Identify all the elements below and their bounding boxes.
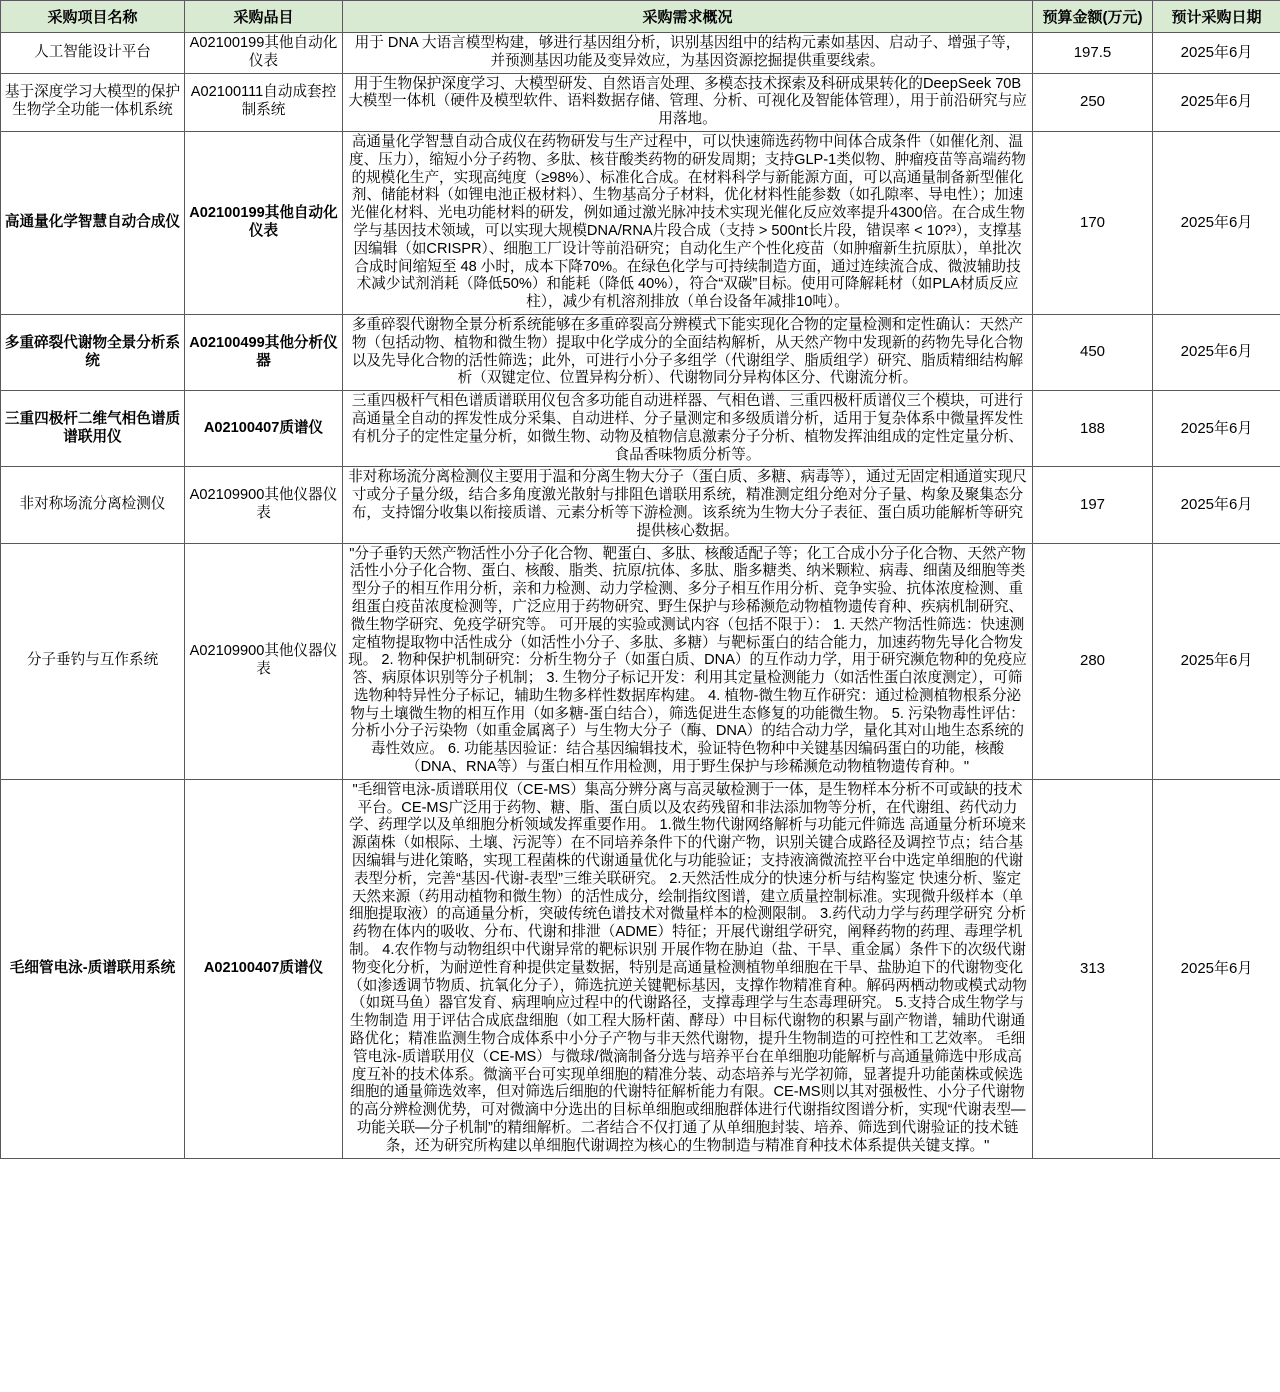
cell-date: 2025年6月 — [1153, 391, 1280, 467]
cell-item-code: A02100407质谱仪 — [185, 779, 343, 1158]
table-row — [1, 131, 1280, 314]
table-body — [1, 33, 1280, 1159]
cell-requirement: 高通量化学智慧自动合成仪在药物研发与生产过程中，可以快速筛选药物中间体合成条件（如催化剂、温度、压力），缩短小分子药物、多肽、核苷酸类药物的研发周期；支持GLP-1类似物、肿瘤疫苗等高端药物的规模化生产，实现高纯度（≥98%）、标准化合成。在材料科学与新能源方面，可以高通量制备新型催化剂、储能材料（如锂电池正极材料）、生物基高分子材料，优化材料性能参数（如孔隙率、导电性）；加速光催化材料、光电功能材料的研发，例如通过激光脉冲技术实现光催化反应效率提升4300倍。在合成生物学与基因技术领域，可以实现大规模DNA/RNA片段合成（支持 > 500nt长片段，错误率 < 10?³），支撑基因编辑（如CRISPR）、细胞工厂设计等前沿研究；自动化生产个性化疫苗（如肿瘤新生抗原肽），单批次合成时间缩短至 48 小时，成本下降70%。在绿色化学与可持续制造方面，通过连续流合成、微波辅助技术减少试剂消耗（降低50%）和能耗（降低 40%），符合“双碳”目标。使用可降解耗材（如PLA材质反应柱），减少有机溶剂排放（单台设备年减排10吨）。 — [343, 131, 1033, 314]
col-header-requirement: 采购需求概况 — [343, 1, 1033, 33]
table-row — [1, 779, 1280, 1158]
cell-project-name: 多重碎裂代谢物全景分析系统 — [1, 314, 185, 390]
cell-budget: 197.5 — [1033, 33, 1153, 74]
cell-budget: 450 — [1033, 314, 1153, 390]
table-row — [1, 33, 1280, 74]
cell-date: 2025年6月 — [1153, 543, 1280, 779]
cell-project-name: 基于深度学习大模型的保护生物学全功能一体机系统 — [1, 73, 185, 131]
cell-project-name: 三重四极杆二维气相色谱质谱联用仪 — [1, 391, 185, 467]
col-header-project-name: 采购项目名称 — [1, 1, 185, 33]
table-row — [1, 543, 1280, 779]
cell-item-code: A02100199其他自动化仪表 — [185, 33, 343, 74]
col-header-budget: 预算金额(万元) — [1033, 1, 1153, 33]
table-row — [1, 73, 1280, 131]
cell-budget: 197 — [1033, 467, 1153, 543]
cell-project-name: 非对称场流分离检测仪 — [1, 467, 185, 543]
table-row — [1, 391, 1280, 467]
cell-item-code: A02109900其他仪器仪表 — [185, 467, 343, 543]
cell-budget: 170 — [1033, 131, 1153, 314]
cell-project-name: 毛细管电泳-质谱联用系统 — [1, 779, 185, 1158]
cell-date: 2025年6月 — [1153, 314, 1280, 390]
col-header-date: 预计采购日期 — [1153, 1, 1280, 33]
cell-requirement: 用于 DNA 大语言模型构建，够进行基因组分析，识别基因组中的结构元素如基因、启动子、增强子等，并预测基因功能及变异效应，为基因资源挖掘提供重要线索。 — [343, 33, 1033, 74]
cell-budget: 313 — [1033, 779, 1153, 1158]
cell-date: 2025年6月 — [1153, 131, 1280, 314]
cell-requirement: "毛细管电泳-质谱联用仪（CE-MS）集高分辨分离与高灵敏检测于一体，是生物样本分析不可或缺的技术平台。CE-MS广泛用于药物、糖、脂、蛋白质以及农药残留和非法添加物等分析，在代谢组、药代动力学、药理学以及单细胞分析领域发挥重要作用。 1.微生物代谢网络解析与功能元件筛选 高通量分析环境来源菌株（如根际、土壤、污泥等）在不同培养条件下的代谢产物，识别关键合成路径及调控节点；结合基因编辑与进化策略，实现工程菌株的代谢通量优化与功能验证；支持液滴微流控平台中选定单细胞的代谢表型分析，完善“基因-代谢-表型”三维关联研究。 2.天然活性成分的快速分析与结构鉴定 快速分析、鉴定天然来源（药用动植物和微生物）的活性成分，绘制指纹图谱，建立质量控制标准。实现微升级样本（单细胞提取液）的高通量分析，突破传统色谱技术对微量样本的检测限制。 3.药代动力学与药理学研究 分析药物在体内的吸收、分布、代谢和排泄（ADME）特征；开展代谢组学研究，阐释药物的药理、毒理学机制。 4.农作物与动物组织中代谢异常的靶标识别 开展作物在胁迫（盐、干旱、重金属）条件下的次级代谢物变化分析，为耐逆性育种提供定量数据，特别是高通量检测植物单细胞在干旱、盐胁迫下的代谢物变化（如渗透调节物质、抗氧化分子），筛选抗逆关键靶标基因，支撑作物精准育种。解码两栖动物或模式动物（如斑马鱼）器官发育、病理响应过程中的代谢路径，支撑毒理学与生态毒理研究。 5.支持合成生物学与生物制造 用于评估合成底盘细胞（如工程大肠杆菌、酵母）中目标代谢物的积累与副产物谱，辅助代谢通路优化；精准监测生物合成体系中小分子产物与非天然代谢物，提升生物制造的可控性和工艺效率。 毛细管电泳-质谱联用仪（CE-MS）与微球/微滴制备分选与培养平台在单细胞功能解析与高通量筛选中形成高度互补的技术体系。微滴平台可实现单细胞的精准分装、动态培养与光学初筛，显著提升功能菌株或候选细胞的通量筛选效率，但对筛选后细胞的代谢特征解析能力有限。CE-MS则以其对强极性、小分子代谢物的高分辨检测优势，可对微滴中分选出的目标单细胞或细胞群体进行代谢指纹图谱分析，实现“代谢表型—功能关联—分子机制”的精细解析。二者结合不仅打通了从单细胞封装、培养、筛选到代谢验证的技术链条，还为研究所构建以单细胞代谢调控为核心的生物制造与精准育种技术体系提供关键支撑。" — [343, 779, 1033, 1158]
cell-requirement: 用于生物保护深度学习、大模型研发、自然语言处理、多模态技术探索及科研成果转化的DeepSeek 70B大模型一体机（硬件及模型软件、语料数据存储、管理、分析、可视化及智能体管理），用于前沿研究与应用落地。 — [343, 73, 1033, 131]
cell-date: 2025年6月 — [1153, 467, 1280, 543]
cell-project-name: 人工智能设计平台 — [1, 33, 185, 74]
cell-item-code: A02109900其他仪器仪表 — [185, 543, 343, 779]
cell-budget: 188 — [1033, 391, 1153, 467]
cell-budget: 250 — [1033, 73, 1153, 131]
col-header-item-code: 采购品目 — [185, 1, 343, 33]
cell-item-code: A02100407质谱仪 — [185, 391, 343, 467]
cell-budget: 280 — [1033, 543, 1153, 779]
table-row — [1, 314, 1280, 390]
cell-item-code: A02100111自动成套控制系统 — [185, 73, 343, 131]
cell-requirement: 非对称场流分离检测仪主要用于温和分离生物大分子（蛋白质、多糖、病毒等），通过无固定相通道实现尺寸或分子量分级，结合多角度激光散射与排阻色谱联用系统，精准测定组分绝对分子量、构象及聚集态分布，支持馏分收集以衔接质谱、元素分析等下游检测。该系统为生物大分子表征、蛋白质功能解析等研究提供核心数据。 — [343, 467, 1033, 543]
table-header — [1, 1, 1280, 33]
header-row — [1, 1, 1280, 33]
table-row — [1, 467, 1280, 543]
cell-project-name: 分子垂钓与互作系统 — [1, 543, 185, 779]
cell-requirement: "分子垂钓天然产物活性小分子化合物、靶蛋白、多肽、核酸适配子等；化工合成小分子化合物、天然产物活性小分子化合物、蛋白、核酸、脂类、抗原/抗体、多肽、脂多糖类、纳米颗粒、病毒、细菌及细胞等类型分子的相互作用分析，亲和力检测、动力学检测、多分子相互作用分析、竞争实验、抗体浓度检测、重组蛋白疫苗浓度检测等，广泛应用于药物研究、野生保护与珍稀濒危动物植物遗传育种、疾病机制研究、微生物学研究、免疫学研究等。 可开展的实验或测试内容（包括不限于）： 1. 天然产物活性筛选：快速测定植物提取物中活性成分（如活性小分子、多肽、多糖）与靶标蛋白的结合能力，加速药物先导化合物发现。 2. 物种保护机制研究：分析生物分子（如蛋白质、DNA）的互作动力学，用于研究濒危物种的免疫应答、病原体识别等分子机制； 3. 生物分子标记开发：利用其定量检测能力（如活性蛋白浓度测定），可筛选物种特异性分子标记，辅助生物多样性数据库构建。 4. 植物-微生物互作研究：通过检测植物根系分泌物与土壤微生物的相互作用（如多糖-蛋白结合），筛选促进生态修复的功能微生物。 5. 污染物毒性评估：分析小分子污染物（如重金属离子）与生物大分子（酶、DNA）的结合动力学，量化其对山地生态系统的毒性效应。 6. 功能基因验证：结合基因编辑技术，验证特色物种中关键基因编码蛋白的功能，核酸（DNA、RNA等）与蛋白相互作用检测，用于野生保护与珍稀濒危动物植物遗传育种。" — [343, 543, 1033, 779]
cell-item-code: A02100199其他自动化仪表 — [185, 131, 343, 314]
cell-requirement: 三重四极杆气相色谱质谱联用仪包含多功能自动进样器、气相色谱、三重四极杆质谱仪三个模块，可进行高通量全自动的挥发性成分采集、自动进样、分子量测定和多级质谱分析，适用于复杂体系中微量挥发性有机分子的定性定量分析，如微生物、动物及植物信息激素分子分析、植物发挥油组成的定性定量分析、食品香味物质分析等。 — [343, 391, 1033, 467]
cell-requirement: 多重碎裂代谢物全景分析系统能够在多重碎裂高分辨模式下能实现化合物的定量检测和定性确认：天然产物（包括动物、植物和微生物）提取中化学成分的全面结构解析，从天然产物中发现新的药物先导化合物以及先导化合物的活性筛选；此外，可进行小分子多组学（代谢组学、脂质组学）研究、脂质精细结构解析（双键定位、位置异构分析）、代谢物同分异构体区分、代谢流分析。 — [343, 314, 1033, 390]
cell-date: 2025年6月 — [1153, 73, 1280, 131]
cell-project-name: 高通量化学智慧自动合成仪 — [1, 131, 185, 314]
cell-date: 2025年6月 — [1153, 33, 1280, 74]
cell-date: 2025年6月 — [1153, 779, 1280, 1158]
cell-item-code: A02100499其他分析仪器 — [185, 314, 343, 390]
